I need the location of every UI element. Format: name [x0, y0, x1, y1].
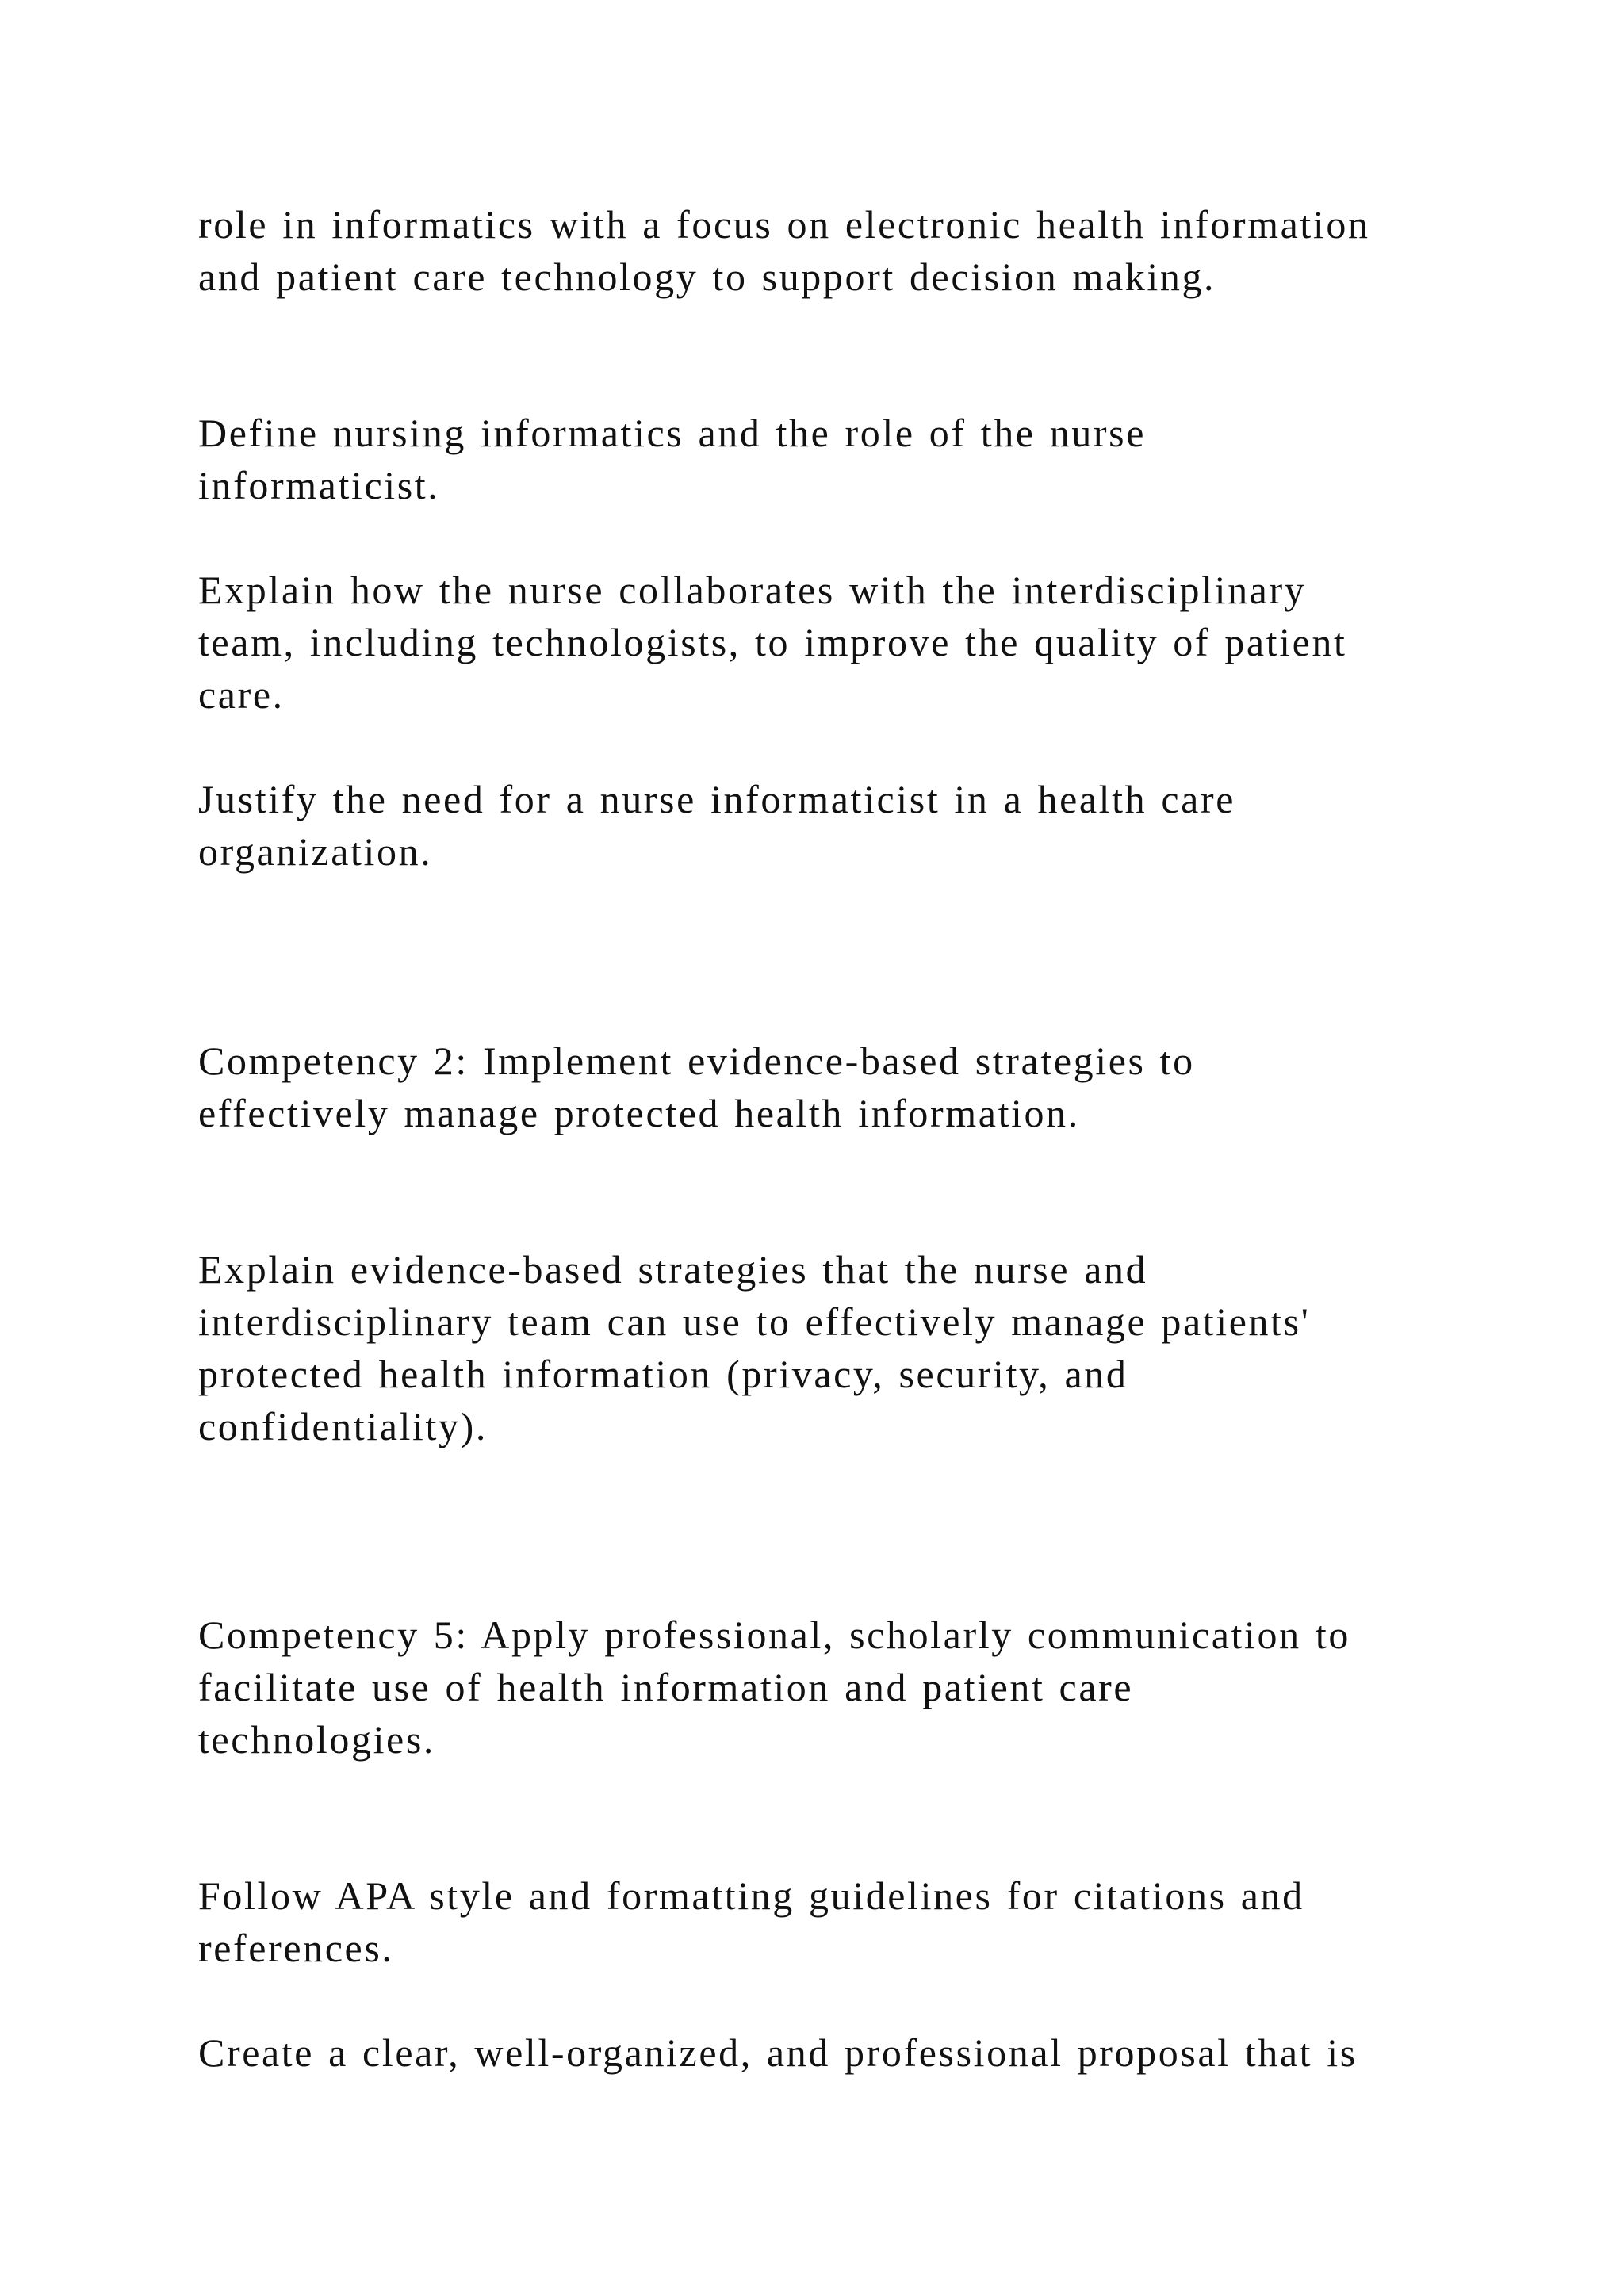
text-line: Competency 5: Apply professional, scholarly communication to	[198, 1613, 1350, 1657]
text-line: interdisciplinary team can use to effectively manage patients'	[198, 1299, 1311, 1344]
text-line: protected health information (privacy, security, and	[198, 1352, 1128, 1396]
text-line: facilitate use of health information and patient care	[198, 1665, 1134, 1709]
text-line: technologies.	[198, 1717, 436, 1762]
text-line: team, including technologists, to improve the quality of patient	[198, 620, 1347, 664]
text-line: informaticist.	[198, 463, 440, 507]
text-line: Explain evidence-based strategies that the nurse and	[198, 1247, 1148, 1292]
text-line: Justify the need for a nurse informaticist in a health care	[198, 777, 1235, 821]
text-line: Explain how the nurse collaborates with the interdisciplinary	[198, 568, 1307, 612]
text-line: Competency 2: Implement evidence-based strategies to	[198, 1039, 1195, 1083]
text-line: care.	[198, 672, 285, 717]
text-line: Define nursing informatics and the role of the nurse	[198, 411, 1146, 455]
text-line: role in informatics with a focus on electronic health information	[198, 202, 1370, 247]
text-line: and patient care technology to support decision making.	[198, 254, 1216, 299]
text-line: Create a clear, well-organized, and professional proposal that is	[198, 2030, 1358, 2075]
text-line: organization.	[198, 829, 433, 874]
text-line: references.	[198, 1926, 394, 1970]
text-line: effectively manage protected health information.	[198, 1091, 1080, 1135]
text-line: confidentiality).	[198, 1404, 488, 1448]
text-line: Follow APA style and formatting guidelines for citations and	[198, 1873, 1304, 1918]
